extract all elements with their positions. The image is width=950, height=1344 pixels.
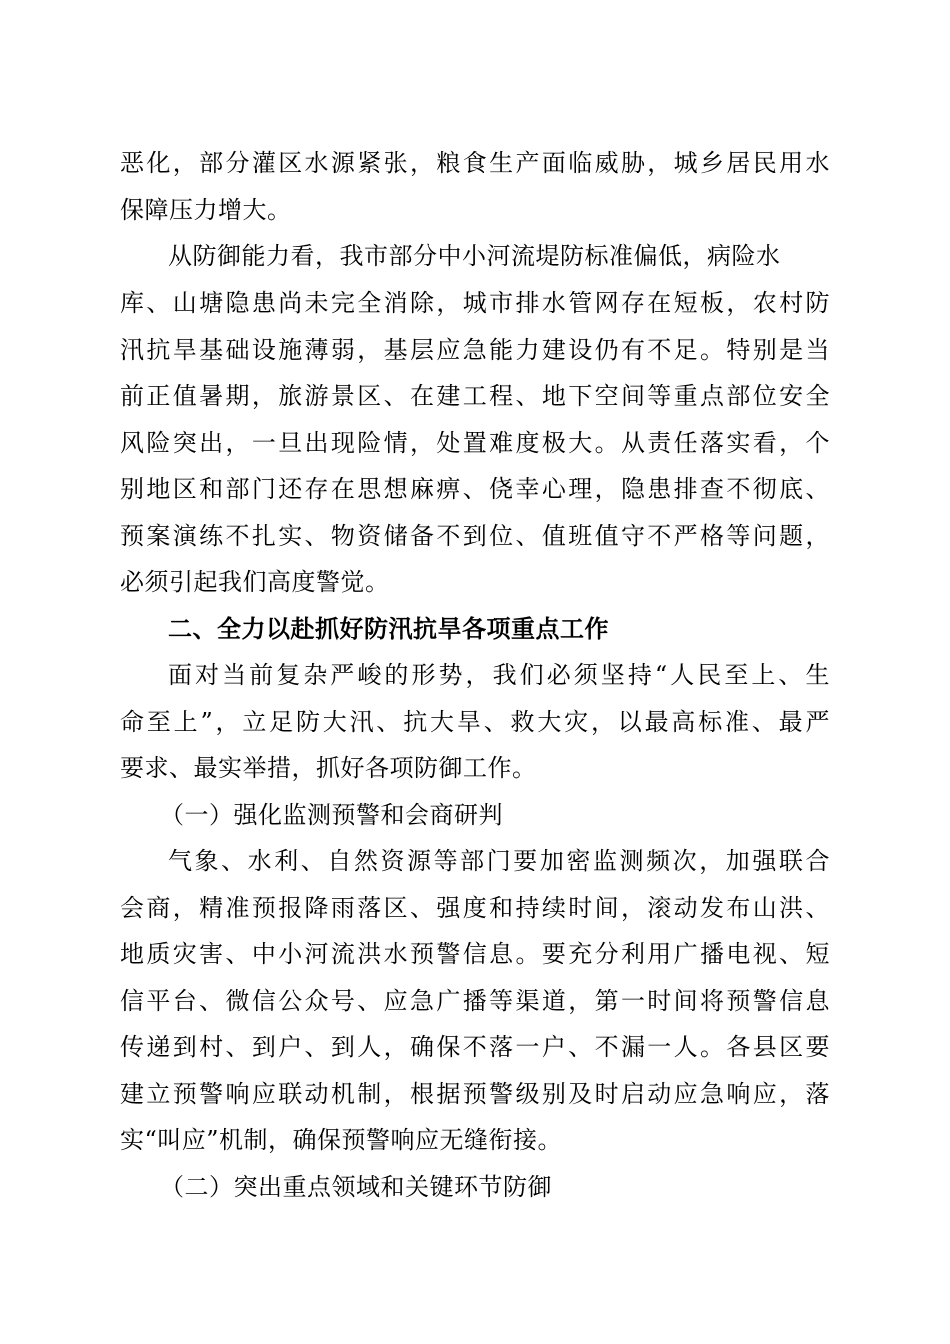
paragraph-line: 从防御能力看，我市部分中小河流堤防标准偏低，病险水	[168, 242, 781, 270]
paragraph-line: 别地区和部门还存在思想麻痹、侥幸心理，隐患排查不彻底、	[120, 475, 830, 503]
paragraph-line: 建立预警响应联动机制，根据预警级别及时启动应急响应，落	[120, 1080, 830, 1108]
paragraph-line: 面对当前复杂严峻的形势，我们必须坚持“人民至上、生	[168, 661, 830, 689]
paragraph-line: 恶化，部分灌区水源紧张，粮食生产面临威胁，城乡居民用水	[120, 149, 830, 177]
subsection-heading: （二）突出重点领域和关键环节防御	[160, 1173, 552, 1201]
paragraph-line: 气象、水利、自然资源等部门要加密监测频次，加强联合	[168, 847, 830, 875]
paragraph-line: 风险突出，一旦出现险情，处置难度极大。从责任落实看，个	[120, 429, 830, 457]
section-heading: 二、全力以赴抓好防汛抗旱各项重点工作	[168, 615, 609, 643]
paragraph-line: 预案演练不扎实、物资储备不到位、值班值守不严格等问题，	[120, 522, 830, 550]
subsection-heading: （一）强化监测预警和会商研判	[160, 801, 503, 829]
paragraph-line: 传递到村、到户、到人，确保不落一户、不漏一人。各县区要	[120, 1033, 830, 1061]
paragraph-line: 要求、最实举措，抓好各项防御工作。	[120, 754, 537, 782]
paragraph-line: 信平台、微信公众号、应急广播等渠道，第一时间将预警信息	[120, 987, 830, 1015]
paragraph-line: 前正值暑期，旅游景区、在建工程、地下空间等重点部位安全	[120, 382, 830, 410]
paragraph-line: 库、山塘隐患尚未完全消除，城市排水管网存在短板，农村防	[120, 289, 830, 317]
paragraph-line: 汛抗旱基础设施薄弱，基层应急能力建设仍有不足。特别是当	[120, 336, 830, 364]
paragraph-line: 地质灾害、中小河流洪水预警信息。要充分利用广播电视、短	[120, 940, 830, 968]
paragraph-line: 实“叫应”机制，确保预警响应无缝衔接。	[120, 1126, 563, 1154]
paragraph-line: 必须引起我们高度警觉。	[120, 568, 390, 596]
paragraph-line: 保障压力增大。	[120, 196, 292, 224]
paragraph-line: 会商，精准预报降雨落区、强度和持续时间，滚动发布山洪、	[120, 894, 830, 922]
paragraph-line: 命至上”，立足防大汛、抗大旱、救大灾，以最高标准、最严	[120, 708, 830, 736]
